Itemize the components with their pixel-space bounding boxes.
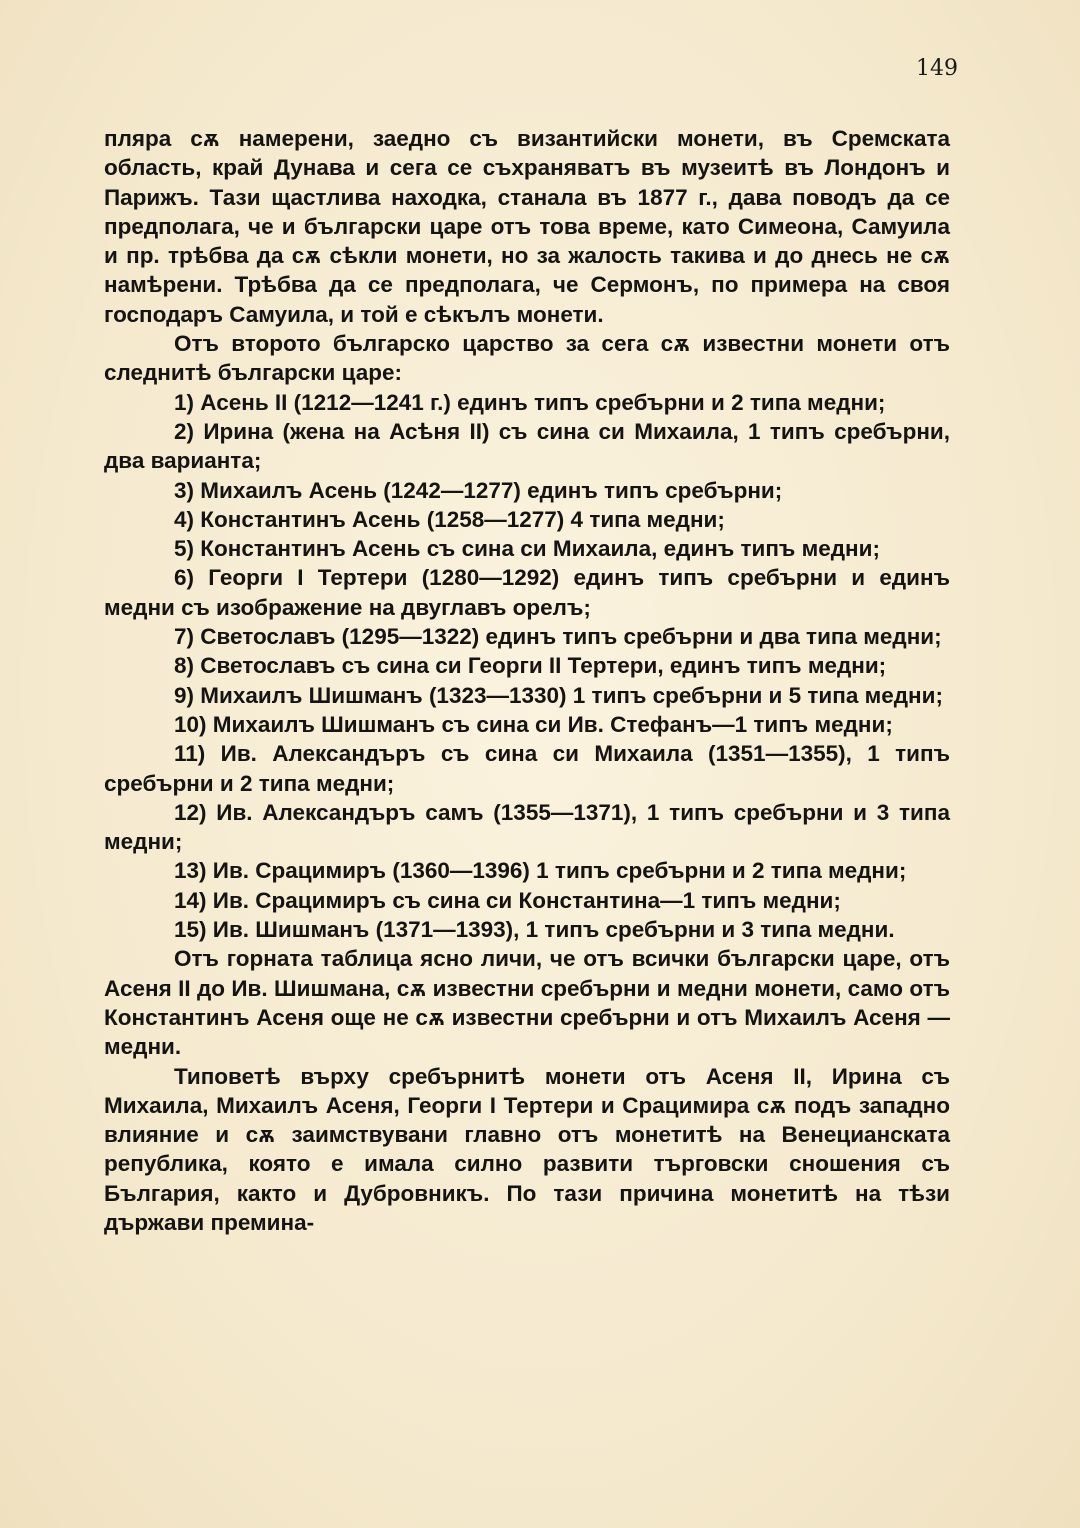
list-item: 11) Ив. Александъръ съ сина си Михаила (1351—1355), 1 типъ сребърни и 2 типа медни; bbox=[104, 741, 950, 796]
list-item: 2) Ирина (жена на Асѣня II) съ сина си Михаила, 1 типъ сребърни, два варианта; bbox=[104, 418, 950, 474]
coin-types-paragraph: Типоветѣ върху сребърнитѣ монети отъ Асеня II, Ирина съ Михаила, Михаилъ Асеня, Георги I Тертери и Срацимира сѫ подъ западно влияние и сѫ заимствувани главно отъ монетитѣ на Венецианската република, която е имала силно развити търговски сношения съ България, както и Дубровникъ. По тази причина монетитѣ на тѣзи държави премина- bbox=[104, 1063, 950, 1235]
list-item: 9) Михаилъ Шишманъ (1323—1330) 1 типъ сребърни и 5 типа медни; bbox=[174, 682, 943, 708]
rulers-list bbox=[104, 388, 950, 945]
page-body bbox=[104, 124, 950, 1237]
conclusion-paragraph: Отъ горната таблица ясно личи, че отъ всички български царе, отъ Асеня II до Ив. Шишмана, сѫ известни сребърни и медни монети, само отъ Константинъ Асеня още не сѫ известни сребърни и отъ Михаилъ Асеня — медни. bbox=[104, 946, 950, 1060]
list-item: 8) Светославъ съ сина си Георги II Тертери, единъ типъ медни; bbox=[174, 653, 887, 679]
list-item: 12) Ив. Александъръ самъ (1355—1371), 1 типъ сребърни и 3 типа медни; bbox=[104, 799, 950, 855]
list-item: 10) Михаилъ Шишманъ съ сина си Ив. Стефанъ—1 типъ медни; bbox=[174, 711, 893, 737]
list-item: 1) Асень II (1212—1241 г.) единъ типъ сребърни и 2 типа медни; bbox=[174, 389, 886, 415]
list-item: 14) Ив. Срацимиръ съ сина си Константина—1 типъ медни; bbox=[174, 887, 841, 913]
list-item: 4) Константинъ Асень (1258—1277) 4 типа медни; bbox=[174, 506, 725, 532]
list-item: 5) Константинъ Асень съ сина си Михаила, единъ типъ медни; bbox=[174, 536, 880, 562]
list-item: 13) Ив. Срацимиръ (1360—1396) 1 типъ сребърни и 2 типа медни; bbox=[174, 858, 907, 884]
list-item: 6) Георги I Тертери (1280—1292) единъ типъ сребърни и единъ медни съ изображение на двуглавъ орелъ; bbox=[104, 565, 950, 620]
list-item: 3) Михаилъ Асень (1242—1277) единъ типъ сребърни; bbox=[174, 477, 783, 503]
intro-paragraph: пляра сѫ намерени, заедно съ византийски монети, въ Сремската область, край Дунава и сега се съхраняватъ въ музеитѣ въ Лондонъ и Парижъ. Тази щастлива находка, станала въ 1877 г., дава поводъ да се предполага, че и български царе отъ това време, като Симеона, Самуила и пр. трѣбва да сѫ сѣкли монети, но за жалость такива и до днесь не сѫ намѣрени. Трѣбва да се предполага, че Сермонъ, по примера на своя господаръ Самуила, и той е сѣкълъ монети. bbox=[104, 126, 950, 327]
page-number: 149 bbox=[916, 56, 958, 81]
second-kingdom-intro: Отъ второто българско царство за сега сѫ известни монети отъ следнитѣ български царе: bbox=[104, 331, 950, 386]
list-item: 7) Светославъ (1295—1322) единъ типъ сребърни и два типа медни; bbox=[174, 624, 942, 650]
list-item: 15) Ив. Шишманъ (1371—1393), 1 типъ сребърни и 3 типа медни. bbox=[174, 917, 895, 943]
